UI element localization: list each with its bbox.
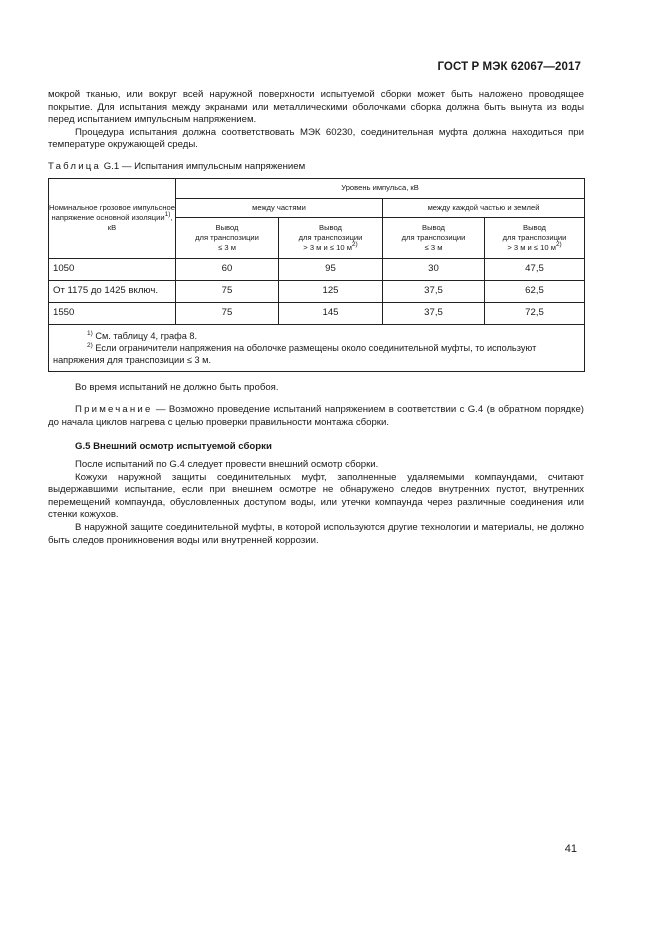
table-row: 1550 75 145 37,5 72,5 — [49, 302, 585, 324]
table-caption-prefix: Таблица — [48, 160, 102, 172]
table-caption — [48, 161, 584, 174]
page-number: 41 — [564, 843, 577, 855]
section-paragraph: Кожухи наружной защиты соединительных муфт, заполненные удаляемыми компаундами, считают выдержавшими испытание, если при внешнем осмотре не обнаружено следов внутренних пустот, внутренних перемещений компаунда, обусловленных доступом воды, или утечки компаунда через различные соединения или стенки кожухов. — [48, 471, 584, 521]
note-label: Примечание — [75, 404, 153, 416]
footnote-1: $^{1)}$ См. таблицу 4, графа 8. — [87, 329, 198, 341]
paragraph-no-breakdown: Во время испытаний не должно быть пробоя. — [75, 381, 279, 393]
header-col-c: Вывод для транспозиции ≤ 3 м — [383, 217, 485, 258]
header-impulse-level: Уровень импульса, кВ — [176, 178, 585, 198]
header-col-d: Вывод для транспозиции > 3 м и ≤ 10 $м^{2)}$ — [485, 217, 585, 258]
table-caption-number: G.1 — [103, 160, 120, 172]
table-row: 1050 60 95 30 47,5 — [49, 258, 585, 280]
header-between-each-and-earth: между каждой частью и землей — [383, 198, 585, 217]
header-between-parts: между частями — [176, 198, 383, 217]
table-caption-text: — Испытания импульсным напряжением — [121, 160, 306, 172]
paragraph-procedure: Процедура испытания должна соответствовать МЭК 60230, соединительная муфта должна находиться при температуре окружающей среды. — [48, 126, 584, 151]
header-rated-voltage: Номинальное грозовое импульсное напряжение основной изоляции$^{1)}$, кВ — [49, 178, 176, 258]
document-header: ГОСТ Р МЭК 62067—2017 — [437, 61, 581, 73]
section-paragraph: После испытаний по G.4 следует провести внешний осмотр сборки. — [75, 458, 379, 470]
table-footnotes — [49, 324, 585, 371]
page-content — [48, 89, 584, 547]
table-row: От 1175 до 1425 включ. 75 125 37,5 62,5 — [49, 280, 585, 302]
note-text: — Возможно проведение испытаний напряжением в соответствии с G.4 (в обратном порядке) до начала циклов нагрева с целью проверки правильности монтажа сборки. — [48, 404, 584, 428]
impulse-test-table — [48, 178, 585, 372]
paragraph-continuation: мокрой тканью, или вокруг всей наружной поверхности испытуемой сборки может быть наложено проводящее покрытие. Для испытания между экранами или металлическими оболочками сборка должна быть вынута из воды перед испытанием импульсным напряжением. — [48, 89, 584, 126]
note-paragraph — [48, 404, 584, 429]
section-paragraph: В наружной защите соединительной муфты, в которой используются другие технологии и материалы, не должно быть следов проникновения воды или внутренней коррозии. — [48, 521, 584, 546]
header-col-a: Вывод для транспозиции ≤ 3 м — [176, 217, 279, 258]
footnote-2: $^{2)}$ Если ограничители напряжения на оболочке размещены около соединительной муфты, то используют напряжения для транспозиции ≤ 3 м. — [53, 341, 537, 365]
header-col-b: Вывод для транспозиции > 3 м и ≤ 10 $м^{2)}$ — [279, 217, 383, 258]
section-title: G.5 Внешний осмотр испытуемой сборки — [75, 441, 272, 453]
